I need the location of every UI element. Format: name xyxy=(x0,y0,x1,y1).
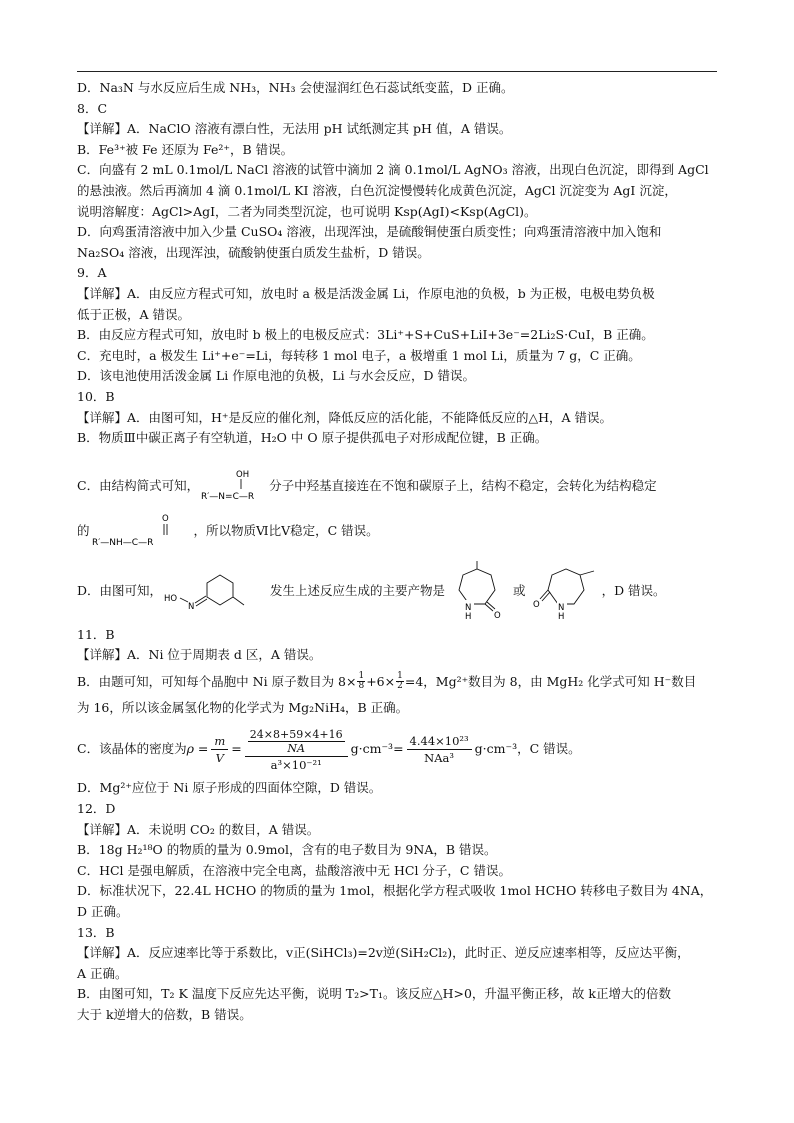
methyl-bond xyxy=(233,597,244,605)
text-line: B．Fe³⁺被 Fe 还原为 Fe²⁺，B 错误。 xyxy=(77,141,294,157)
ring-shape xyxy=(459,569,495,604)
text-line-with-structure xyxy=(77,465,717,509)
text-segment: 发生上述反应生成的主要产物是 xyxy=(270,583,446,599)
equals-sign: = xyxy=(231,741,242,757)
header-rule xyxy=(77,71,717,72)
density-result-fraction xyxy=(407,734,472,765)
fraction-numerator: m xyxy=(211,734,228,750)
text-line: D 正确。 xyxy=(77,904,129,920)
question-number: 9．A xyxy=(77,265,107,281)
text-segment: B．由题可知，可知每个晶胞中 Ni 原子数目为 8× xyxy=(77,673,357,689)
text-line: 【详解】A．未说明 CO₂ 的数目，A 错误。 xyxy=(77,821,320,837)
methyl-bond xyxy=(580,571,594,575)
text-line: 【详解】A．Ni 位于周期表 d 区，A 错误。 xyxy=(77,647,322,663)
text-line: 【详解】A．NaClO 溶液有漂白性，无法用 pH 试纸测定其 pH 值，A 错误。 xyxy=(77,121,512,137)
text-line-with-structure xyxy=(77,509,717,555)
fraction-denominator: 8 xyxy=(358,681,365,692)
text-line: D．Mg²⁺应位于 Ni 原子形成的四面体空隙，D 错误。 xyxy=(77,780,382,796)
text-segment: =4，Mg²⁺数目为 8，由 MgH₂ 化学式可知 H⁻数目 xyxy=(404,673,697,689)
ring-shape xyxy=(207,575,233,605)
fraction xyxy=(357,672,365,691)
question-number: 12．D xyxy=(77,801,116,817)
text-segment: g·cm⁻³= xyxy=(350,741,404,757)
lactam-product-b-image xyxy=(532,561,602,623)
fraction-denominator: 2 xyxy=(397,681,403,692)
question-number: 11．B xyxy=(77,626,115,642)
text-line: 低于正极，A 错误。 xyxy=(77,306,191,322)
text-line: 大于 k逆增大的倍数，B 错误。 xyxy=(77,1007,252,1022)
h-label: H xyxy=(465,611,472,622)
fraction-numerator: 4.44×10²³ xyxy=(407,734,472,750)
text-segment: C．由结构简式可知， xyxy=(77,478,200,494)
ring-shape xyxy=(548,569,584,604)
fraction-denominator: a³×10⁻²¹ xyxy=(270,757,322,772)
chain-label: R′—N=C—R xyxy=(201,491,255,502)
text-segment: +6× xyxy=(366,673,396,689)
inner-fraction xyxy=(248,728,345,755)
text-line: B．由反应方程式可知，放电时 b 极上的电极反应式：3Li⁺+S+CuS+LiI+3e⁻=2Li₂S·CuI，B 正确。 xyxy=(77,327,654,343)
text-line: B．物质Ⅲ中碳正离子有空轨道，H₂O 中 O 原子提供孤电子对形成配位键，B 正确。 xyxy=(77,430,548,446)
density-formula-line xyxy=(77,720,717,778)
inner-denominator: NA xyxy=(287,741,305,755)
enol-structure-image xyxy=(199,467,269,507)
text-line: B．18g H₂¹⁸O 的物质的量为 0.9mol，含有的电子数目为 9NA，B 错误。 xyxy=(77,842,497,858)
text-line: 【详解】A．由图可知，H⁺是反应的催化剂，降低反应的活化能，不能降低反应的△H，A 错误。 xyxy=(77,409,613,425)
text-line-with-fraction xyxy=(77,666,717,698)
oxygen-label: O xyxy=(532,599,540,610)
amide-structure-image xyxy=(90,511,194,553)
oxygen-label: O xyxy=(161,513,169,524)
question-number: 8．C xyxy=(77,100,108,116)
question-number: 10．B xyxy=(77,388,115,404)
nh-label: N xyxy=(557,602,564,613)
text-line: 为 16，所以该金属氢化物的化学式为 Mg₂NiH₄，B 正确。 xyxy=(77,699,409,715)
fraction xyxy=(396,672,404,691)
text-segment: ，所以物质Ⅵ比Ⅴ稳定，C 错误。 xyxy=(193,523,379,539)
text-line: 【详解】A．反应速率比等于系数比，v正(SiHCl₃)=2v逆(SiH₂Cl₂)，此时正、逆反应速率相等，反应达平衡， xyxy=(77,945,690,961)
fraction-numerator xyxy=(245,727,348,757)
text-line: Na₂SO₄ 溶液，出现浑浊，硫酸钠使蛋白质发生盐析，D 错误。 xyxy=(77,244,430,260)
rho-symbol: ρ = xyxy=(186,741,209,757)
ho-label: HO xyxy=(164,593,178,604)
m-over-v-fraction xyxy=(211,734,228,765)
text-line: 说明溶解度：AgCl>AgI，二者为同类型沉淀，也可说明 Ksp(AgI)<Ksp(AgCl)。 xyxy=(77,203,537,219)
density-fraction xyxy=(245,727,348,772)
text-line: 的悬浊液。然后再滴加 4 滴 0.1mol/L KI 溶液，白色沉淀慢慢转化成黄色沉淀，AgCl 沉淀变为 AgI 沉淀， xyxy=(77,182,677,198)
oxygen-label: O xyxy=(494,610,501,621)
fraction-numerator: 1 xyxy=(358,671,365,682)
text-line-with-structure xyxy=(77,559,717,625)
document-page xyxy=(77,78,717,1026)
nitrogen-label: N xyxy=(188,601,195,612)
text-line: D．标准状况下，22.4L HCHO 的物质的量为 1mol，根据化学方程式吸收 1mol HCHO 转移电子数目为 4NA， xyxy=(77,883,713,899)
text-segment: C．该晶体的密度为 xyxy=(77,741,187,757)
fraction-denominator: NAa³ xyxy=(424,750,455,765)
nh-label: N xyxy=(465,602,472,613)
text-line: D．Na₃N 与水反应后生成 NH₃，NH₃ 会使湿润红色石蕊试纸变蓝，D 正确。 xyxy=(77,80,514,95)
fraction-denominator: V xyxy=(215,750,224,765)
fraction-numerator: 1 xyxy=(397,671,403,682)
text-segment: 的 xyxy=(77,523,90,539)
text-line: C．HCl 是强电解质，在溶液中完全电离，盐酸溶液中无 HCl 分子，C 错误。 xyxy=(77,862,511,878)
text-line: D．向鸡蛋清溶液中加入少量 CuSO₄ 溶液，出现浑浊，是硫酸铜使蛋白质变性；向鸡蛋清溶液中加入饱和 xyxy=(77,224,662,240)
text-segment: g·cm⁻³，C 错误。 xyxy=(474,741,581,757)
text-line: 【详解】A．由反应方程式可知，放电时 a 极是活泼金属 Li，作原电池的负极，b 为正极，电极电势负极 xyxy=(77,285,655,301)
text-segment: 或 xyxy=(513,583,526,599)
chain-label: R′—NH—C—R xyxy=(91,537,153,548)
text-line: C．充电时，a 极发生 Li⁺+e⁻=Li，每转移 1 mol 电子，a 极增重 1 mol Li，质量为 7 g，C 正确。 xyxy=(77,347,641,363)
text-line: B．由图可知，T₂ K 温度下反应先达平衡，说明 T₂>T₁。该反应△H>0，升温平衡正移，故 k正增大的倍数 xyxy=(77,986,671,1002)
text-line: D．该电池使用活泼金属 Li 作原电池的负极，Li 与水会反应，D 错误。 xyxy=(77,368,476,384)
text-segment: D．由图可知， xyxy=(77,583,163,599)
inner-numerator: 24×8+59×4+16 xyxy=(249,727,343,741)
hydroxyl-label: OH xyxy=(236,469,250,480)
question-number: 13．B xyxy=(77,924,115,940)
text-segment: ，D 错误。 xyxy=(601,583,666,599)
lactam-product-a-image xyxy=(445,561,507,623)
oxime-structure-image xyxy=(162,563,270,621)
text-line: A 正确。 xyxy=(77,965,128,981)
text-segment: 分子中羟基直接连在不饱和碳原子上，结构不稳定，会转化为结构稳定 xyxy=(269,478,657,494)
h-label: H xyxy=(557,611,564,622)
text-line: C．向盛有 2 mL 0.1mol/L NaCl 溶液的试管中滴加 2 滴 0.1mol/L AgNO₃ 溶液，出现白色沉淀，即得到 AgCl xyxy=(77,162,709,178)
